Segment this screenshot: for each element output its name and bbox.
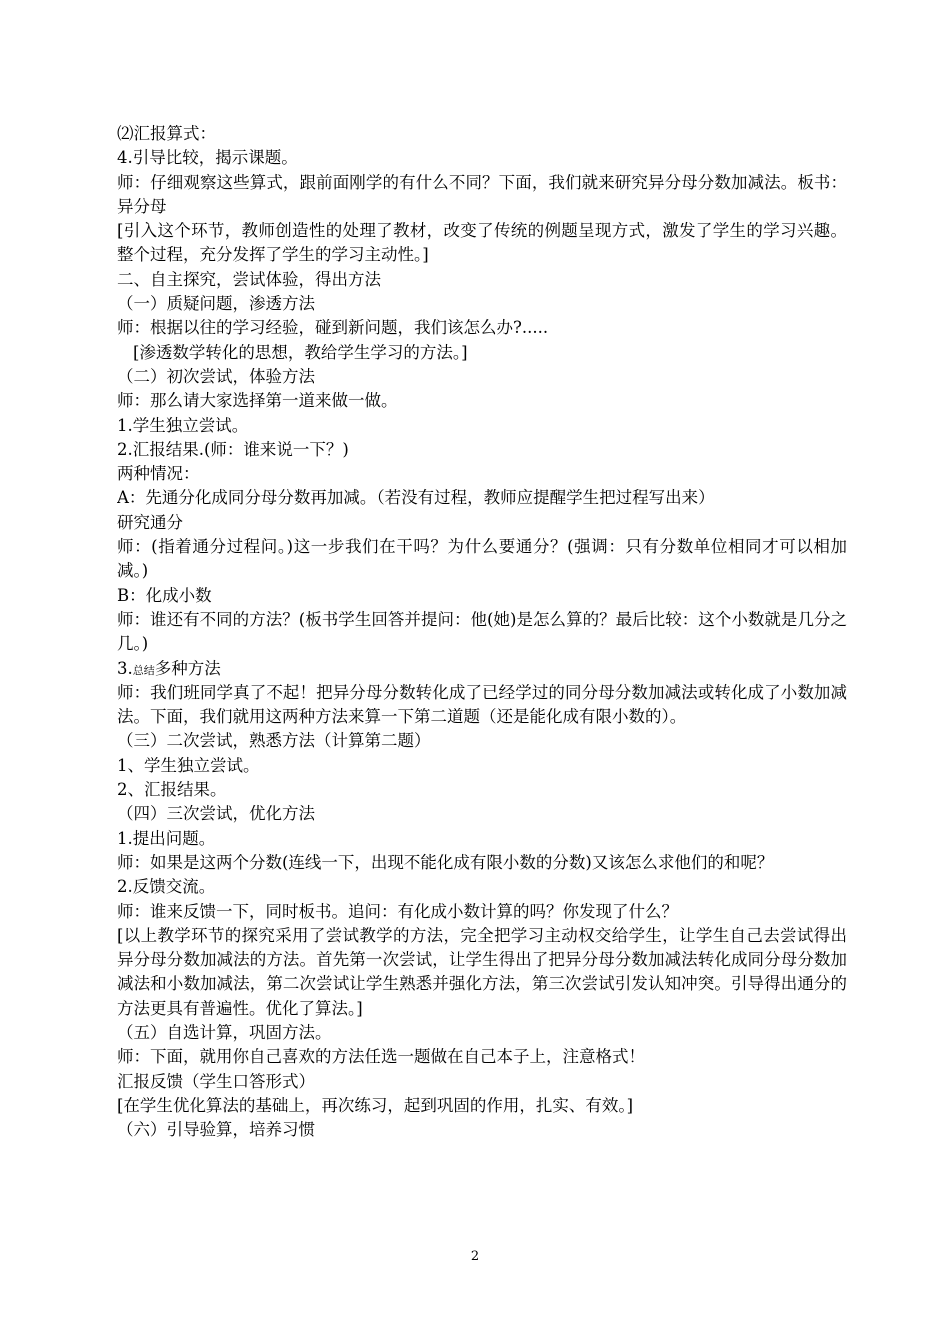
text-line: 汇报反馈（学生口答形式） <box>117 1071 315 1091</box>
text-line: 师：谁来反馈一下，同时板书。追问：有化成小数计算的吗？你发现了什么？ <box>117 901 678 921</box>
text-line: 1.学生独立尝试。 <box>117 415 249 435</box>
text-paragraph: 师：如果是这两个分数(连线一下，出现不能化成有限小数的分数)又该怎么求他们的和呢？ <box>117 852 774 872</box>
summary-line <box>117 657 847 681</box>
text-line: 2.反馈交流。 <box>117 877 216 897</box>
text-paragraph: 师：(指着通分过程问。)这一步我们在干吗？为什么要通分？(强调：只有分数单位相同才可以相加减。) <box>117 537 847 581</box>
annotation-paragraph: [引入这个环节，教师创造性的处理了教材，改变了传统的例题呈现方式，激发了学生的学习兴趣。整个过程，充分发挥了学生的学习主动性。] <box>117 221 847 265</box>
text-line: ⑵汇报算式： <box>117 124 216 143</box>
subsection-heading: （五）自选计算，巩固方法。 <box>117 1022 332 1042</box>
text-line: 4.引导比较，揭示课题。 <box>117 148 298 168</box>
text-paragraph: 师：谁还有不同的方法？(板书学生回答并提问：他(她)是怎么算的？最后比较：这个小数就是几分之几。) <box>117 609 847 654</box>
text-line: 2.汇报结果.(师：谁来说一下？) <box>117 439 349 459</box>
text-paragraph: 师：仔细观察这些算式，跟前面刚学的有什么不同？下面，我们就来研究异分母分数加减法。板书：异分母 <box>117 172 847 216</box>
annotation-paragraph: [以上教学环节的探究采用了尝试教学的方法，完全把学习主动权交给学生，让学生自己去尝试得出异分母分数加减法的方法。首先第一次尝试，让学生得出了把异分母分数加减法转化成同分母分数加减法和小数加减法，第二次尝试让学生熟悉并强化方法，第三次尝试引发认知冲突。引导得出通分的方法更具有普遍性。优化了算法。] <box>117 925 847 1018</box>
text-line: 1、学生独立尝试。 <box>117 755 260 775</box>
section-heading: 二、自主探究，尝试体验，得出方法 <box>117 269 381 289</box>
text-line: 1.提出问题。 <box>117 828 216 848</box>
annotation-line: [在学生优化算法的基础上，再次练习，起到巩固的作用，扎实、有效。] <box>117 1095 634 1115</box>
text-line: 两种情况： <box>117 464 200 484</box>
subsection-heading: （四）三次尝试，优化方法 <box>117 804 315 824</box>
subsection-heading: （三）二次尝试，熟悉方法（计算第二题） <box>117 731 431 751</box>
document-body <box>117 122 847 1142</box>
text-line: 研究通分 <box>117 512 183 532</box>
page-number: 2 <box>470 1249 480 1264</box>
subsection-heading: （一）质疑问题，渗透方法 <box>117 294 315 314</box>
summary-small-text: 总结 <box>132 663 155 677</box>
annotation-line: [渗透数学转化的思想，教给学生学习的方法。] <box>133 342 468 362</box>
text-line: A：先通分化成同分母分数再加减。（若没有过程，教师应提醒学生把过程写出来） <box>117 488 715 508</box>
text-line: 师：那么请大家选择第一道来做一做。 <box>117 391 398 411</box>
summary-rest: 多种方法 <box>154 658 221 678</box>
subsection-heading: （六）引导验算，培养习惯 <box>117 1120 315 1140</box>
subsection-heading: （二）初次尝试，体验方法 <box>117 366 315 386</box>
text-line: B：化成小数 <box>117 585 212 605</box>
text-line: 2、汇报结果。 <box>117 780 227 800</box>
text-paragraph: 师：我们班同学真了不起！把异分母分数转化成了已经学过的同分母分数加减法或转化成了小数加减法。下面，我们就用这两种方法来算一下第二道题（还是能化成有限小数的）。 <box>117 682 847 727</box>
text-line: 师：下面，就用你自己喜欢的方法任选一题做在自己本子上，注意格式！ <box>117 1047 645 1067</box>
summary-prefix: 3. <box>117 658 133 678</box>
text-line: 师：根据以往的学习经验，碰到新问题，我们该怎么办?..... <box>117 318 549 338</box>
